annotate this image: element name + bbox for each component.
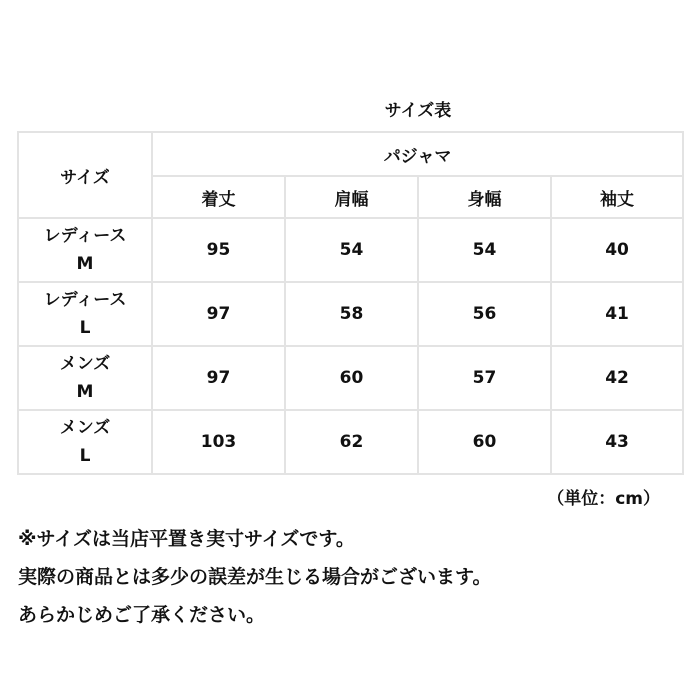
group-header: パジャマ — [152, 132, 683, 176]
table-cell: 54 — [285, 218, 418, 282]
unit-note: （単位：cm） — [547, 489, 660, 509]
note-line: あらかじめご了承ください。 — [18, 604, 266, 626]
row-label — [18, 218, 152, 282]
size-header: サイズ — [18, 132, 152, 218]
table-cell: 43 — [551, 410, 683, 474]
table-cell: 58 — [285, 282, 418, 346]
row-label — [18, 410, 152, 474]
header-row — [18, 132, 683, 176]
table-cell: 40 — [551, 218, 683, 282]
column-header-length: 着丈 — [152, 176, 285, 218]
row-label-line2: L — [79, 318, 91, 338]
column-header-shoulder: 肩幅 — [285, 176, 418, 218]
table-cell: 103 — [152, 410, 285, 474]
row-label-line1: レディース — [43, 226, 127, 246]
row-label-line1: レディース — [43, 290, 127, 310]
column-header-width: 身幅 — [418, 176, 551, 218]
table-cell: 60 — [418, 410, 551, 474]
row-label — [18, 346, 152, 410]
table-row — [18, 410, 683, 474]
table-cell: 54 — [418, 218, 551, 282]
row-label-line2: M — [76, 382, 94, 402]
table-row — [18, 218, 683, 282]
table-cell: 41 — [551, 282, 683, 346]
row-label — [18, 282, 152, 346]
size-table — [17, 131, 684, 475]
row-label-line2: M — [76, 254, 94, 274]
row-label-line1: メンズ — [59, 354, 111, 374]
table-cell: 62 — [285, 410, 418, 474]
notes — [18, 520, 491, 634]
table-cell: 60 — [285, 346, 418, 410]
note-line: 実際の商品とは多少の誤差が生じる場合がございます。 — [18, 566, 492, 588]
table-cell: 42 — [551, 346, 683, 410]
table-row — [18, 346, 683, 410]
page-title: サイズ表 — [384, 101, 452, 121]
table-row — [18, 282, 683, 346]
column-header-sleeve: 袖丈 — [551, 176, 683, 218]
table-cell: 97 — [152, 346, 285, 410]
table-cell: 97 — [152, 282, 285, 346]
table-cell: 57 — [418, 346, 551, 410]
table-cell: 95 — [152, 218, 285, 282]
row-label-line1: メンズ — [59, 418, 111, 438]
note-line: ※サイズは当店平置き実寸サイズです。 — [18, 528, 355, 550]
row-label-line2: L — [79, 446, 91, 466]
table-cell: 56 — [418, 282, 551, 346]
